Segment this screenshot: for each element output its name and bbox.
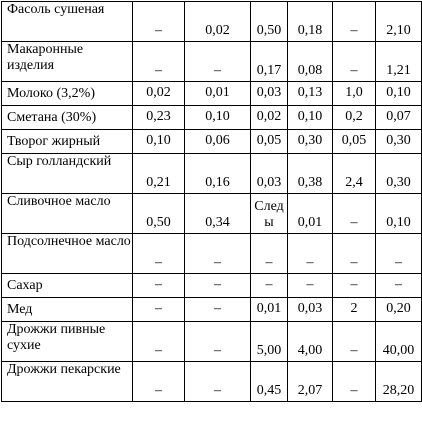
value-cell: 0,10 <box>133 130 185 154</box>
value-cell: 28,20 <box>376 362 422 402</box>
value-cell: 0,38 <box>288 154 333 194</box>
product-name: Сливочное масло <box>2 194 133 234</box>
table-row <box>2 194 422 234</box>
product-name: Дрожжи пивные сухие <box>2 322 133 362</box>
value-cell: – <box>376 274 422 298</box>
value-cell: – <box>133 234 185 274</box>
value-cell: 0,23 <box>133 106 185 130</box>
value-cell: 0,06 <box>185 130 251 154</box>
product-name: Сыр голландский <box>2 154 133 194</box>
value-cell: – <box>185 322 251 362</box>
value-cell: 0,30 <box>288 130 333 154</box>
value-cell: 0,45 <box>251 362 288 402</box>
value-cell: – <box>133 298 185 322</box>
value-cell: 0,02 <box>185 2 251 42</box>
table-row <box>2 234 422 274</box>
value-cell: 0,2 <box>333 106 376 130</box>
value-cell: 0,18 <box>288 2 333 42</box>
table-row <box>2 362 422 402</box>
value-cell: – <box>185 42 251 82</box>
value-cell: 0,01 <box>288 194 333 234</box>
value-cell: 0,10 <box>376 194 422 234</box>
value-cell: 0,34 <box>185 194 251 234</box>
value-cell: 0,03 <box>251 154 288 194</box>
value-cell: – <box>185 362 251 402</box>
value-cell: 0,10 <box>185 106 251 130</box>
table-row <box>2 154 422 194</box>
value-cell: 0,30 <box>376 130 422 154</box>
table-row <box>2 130 422 154</box>
product-name: Макаронные изделия <box>2 42 133 82</box>
value-cell: – <box>333 194 376 234</box>
value-cell: – <box>133 322 185 362</box>
value-cell: – <box>133 42 185 82</box>
product-name: Мед <box>2 298 133 322</box>
value-cell: 2 <box>333 298 376 322</box>
nutrient-table <box>1 1 422 402</box>
value-cell: 0,16 <box>185 154 251 194</box>
value-cell: – <box>185 298 251 322</box>
value-cell: 0,20 <box>376 298 422 322</box>
value-cell: – <box>333 322 376 362</box>
value-cell: 1,21 <box>376 42 422 82</box>
value-cell: 40,00 <box>376 322 422 362</box>
value-cell: 0,03 <box>288 298 333 322</box>
value-cell: 4,00 <box>288 322 333 362</box>
value-cell: – <box>376 234 422 274</box>
table-row <box>2 322 422 362</box>
value-cell: – <box>185 234 251 274</box>
value-cell: 0,10 <box>376 82 422 106</box>
product-name: Дрожжи пекарские <box>2 362 133 402</box>
trace-value: Следы <box>254 199 284 230</box>
value-cell: 0,01 <box>185 82 251 106</box>
value-cell: 0,05 <box>251 130 288 154</box>
value-cell: 0,13 <box>288 82 333 106</box>
table-row <box>2 82 422 106</box>
value-cell: 0,07 <box>376 106 422 130</box>
value-cell: – <box>133 2 185 42</box>
table-row <box>2 106 422 130</box>
value-cell: 0,50 <box>133 194 185 234</box>
value-cell: – <box>251 234 288 274</box>
table-row <box>2 274 422 298</box>
value-cell: 2,4 <box>333 154 376 194</box>
value-cell: 0,21 <box>133 154 185 194</box>
product-name: Сахар <box>2 274 133 298</box>
value-cell: 0,17 <box>251 42 288 82</box>
value-cell <box>251 194 288 234</box>
value-cell: 1,0 <box>333 82 376 106</box>
product-name: Фасоль сушеная <box>2 2 133 42</box>
value-cell: 2,07 <box>288 362 333 402</box>
value-cell: 0,02 <box>133 82 185 106</box>
table-row <box>2 42 422 82</box>
value-cell: – <box>133 362 185 402</box>
value-cell: 0,01 <box>251 298 288 322</box>
value-cell: – <box>251 274 288 298</box>
value-cell: 0,10 <box>288 106 333 130</box>
value-cell: 0,05 <box>333 130 376 154</box>
value-cell: 0,50 <box>251 2 288 42</box>
value-cell: – <box>133 274 185 298</box>
value-cell: 0,08 <box>288 42 333 82</box>
value-cell: – <box>333 42 376 82</box>
value-cell: – <box>333 362 376 402</box>
value-cell: – <box>333 234 376 274</box>
value-cell: – <box>333 274 376 298</box>
table-row <box>2 2 422 42</box>
product-name: Сметана (30%) <box>2 106 133 130</box>
product-name: Молоко (3,2%) <box>2 82 133 106</box>
table-row <box>2 298 422 322</box>
value-cell: 0,03 <box>251 82 288 106</box>
value-cell: 2,10 <box>376 2 422 42</box>
value-cell: – <box>333 2 376 42</box>
product-name: Творог жирный <box>2 130 133 154</box>
value-cell: 5,00 <box>251 322 288 362</box>
value-cell: – <box>185 274 251 298</box>
product-name: Подсолнечное масло <box>2 234 133 274</box>
value-cell: – <box>288 274 333 298</box>
value-cell: – <box>288 234 333 274</box>
value-cell: 0,02 <box>251 106 288 130</box>
value-cell: 0,30 <box>376 154 422 194</box>
